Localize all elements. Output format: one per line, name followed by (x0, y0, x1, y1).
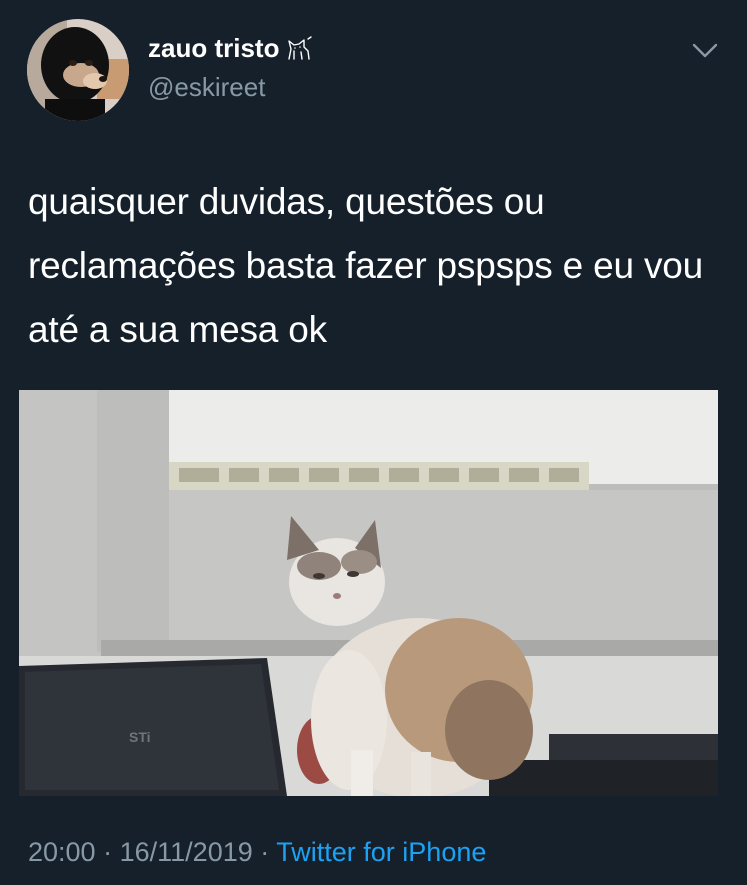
tweet-image[interactable] (19, 390, 718, 796)
meta-separator-2: · (260, 837, 270, 867)
avatar-image (27, 19, 129, 121)
tweet-date[interactable]: 16/11/2019 (119, 837, 253, 867)
display-name[interactable] (148, 33, 313, 64)
tweet-text: quaisquer duvidas, questões ou reclamações basta fazer pspsps e eu vou até a sua mesa ok (28, 181, 704, 350)
user-handle[interactable]: @eskireet (148, 72, 266, 102)
cat-emoji-icon (285, 35, 313, 63)
tweet-meta (28, 837, 486, 868)
tweet-time[interactable]: 20:00 (28, 837, 96, 867)
laptop-label: STi (129, 729, 151, 745)
meta-separator: · (103, 837, 113, 867)
cat-photo (19, 390, 718, 796)
tweet-source-link[interactable]: Twitter for iPhone (276, 837, 487, 867)
avatar[interactable] (27, 19, 129, 121)
chevron-down-icon[interactable] (688, 36, 722, 66)
display-name-text: zauo tristo (148, 33, 280, 63)
